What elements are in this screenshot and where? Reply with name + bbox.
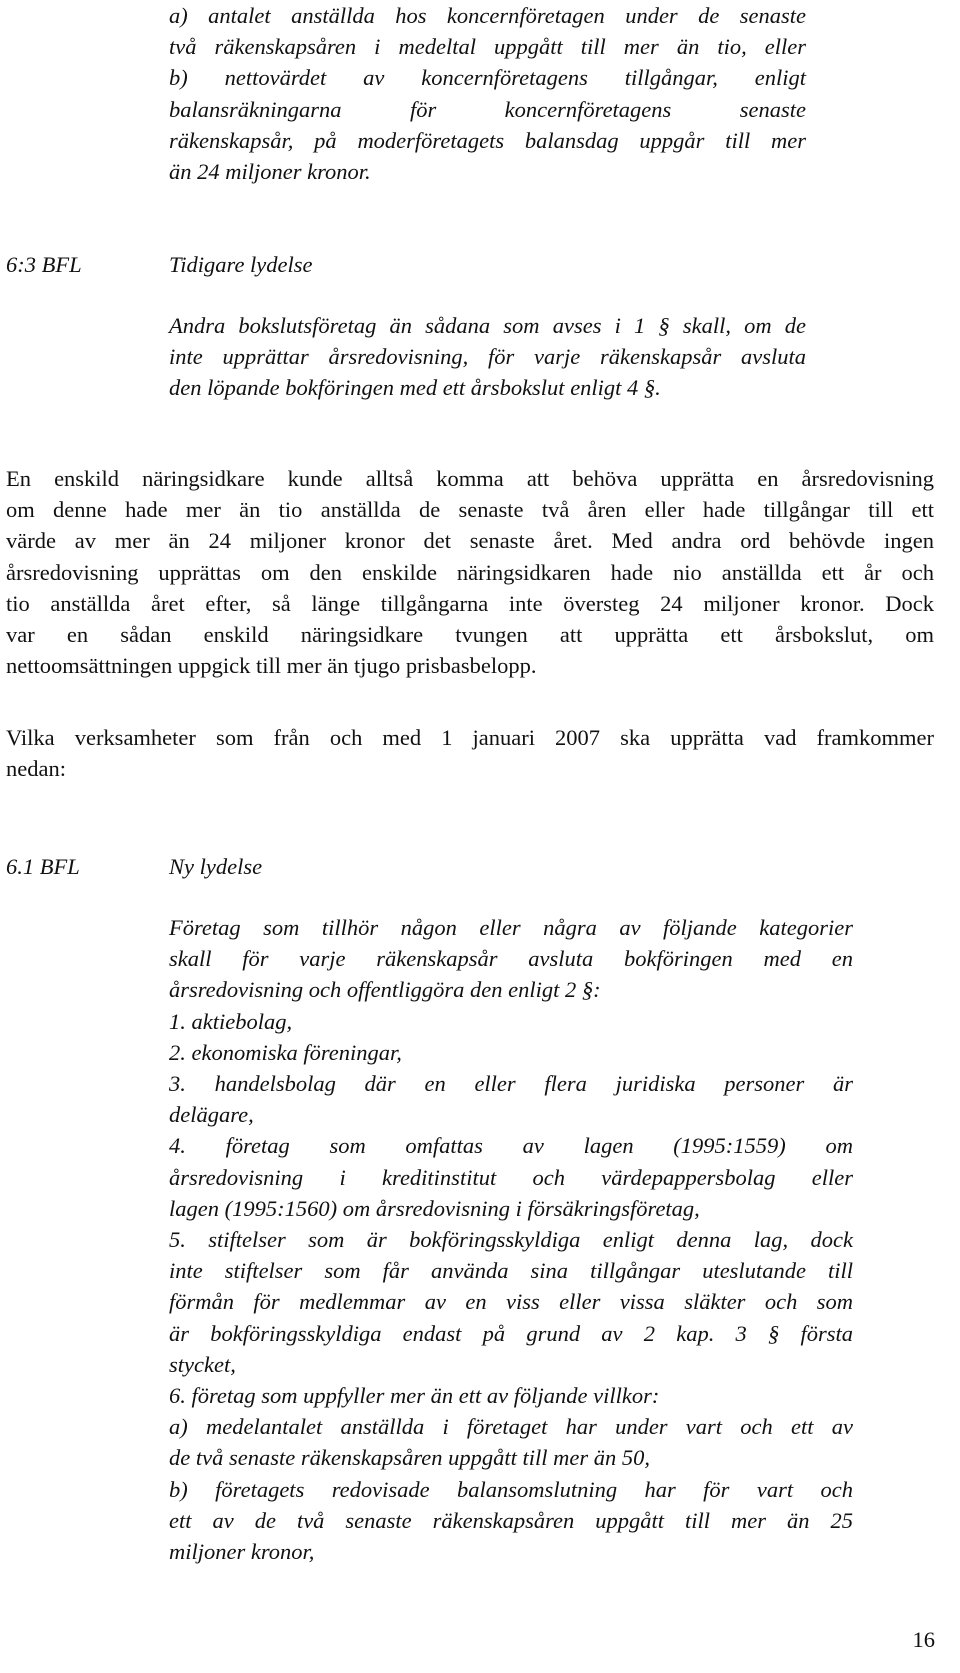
- quote-line: b) nettovärdet av koncernföretagens tillgångar, enligt: [169, 65, 806, 91]
- paragraph-line: nedan:: [6, 756, 66, 782]
- old-wording-quote: [169, 310, 806, 404]
- quote-line: Företag som tillhör någon eller några av följande kategorier: [169, 915, 853, 940]
- paragraph-line: om denne hade mer än tio anställda de senaste två åren eller hade tillgångar till ett: [6, 497, 934, 523]
- intro-quote: [169, 0, 806, 187]
- list-item: förmån för medlemmar av en viss eller vissa släkter och som: [169, 1289, 853, 1315]
- list-item: stycket,: [169, 1351, 236, 1377]
- quote-line: två räkenskapsåren i medeltal uppgått till mer än tio, eller: [169, 34, 806, 60]
- new-wording-quote: [169, 912, 853, 1567]
- quote-line: den löpande bokföringen med ett årsbokslut enligt 4 §.: [169, 375, 661, 401]
- list-item: lagen (1995:1560) om årsredovisning i försäkringsföretag,: [169, 1195, 700, 1221]
- list-item: miljoner kronor,: [169, 1539, 315, 1565]
- quote-line: a) antalet anställda hos koncernföretagen under de senaste: [169, 3, 806, 28]
- quote-line: än 24 miljoner kronor.: [169, 159, 371, 185]
- list-item: 5. stiftelser som är bokföringsskyldiga enligt denna lag, dock: [169, 1227, 853, 1253]
- list-item: inte stiftelser som får använda sina tillgångar uteslutande till: [169, 1258, 853, 1284]
- list-item: 4. företag som omfattas av lagen (1995:1559) om: [169, 1133, 853, 1159]
- page-number: 16: [912, 1627, 935, 1652]
- quote-line: balansräkningarna för koncernföretagens senaste: [169, 96, 806, 122]
- quote-line: Andra bokslutsföretag än sådana som avses i 1 § skall, om de: [169, 313, 806, 338]
- list-item: delägare,: [169, 1102, 254, 1128]
- body-paragraph: [6, 463, 934, 681]
- list-item: b) företagets redovisade balansomslutning har för vart och: [169, 1476, 853, 1502]
- list-item: ett av de två senaste räkenskapsåren uppgått till mer än 25: [169, 1507, 853, 1533]
- paragraph-line: nettoomsättningen uppgick till mer än tjugo prisbasbelopp.: [6, 653, 537, 679]
- list-item: är bokföringsskyldiga endast på grund av 2 kap. 3 § första: [169, 1320, 853, 1346]
- list-item: 2. ekonomiska föreningar,: [169, 1039, 402, 1065]
- quote-line: årsredovisning och offentliggöra den enligt 2 §:: [169, 977, 601, 1003]
- question-paragraph: [6, 722, 934, 784]
- paragraph-line: En enskild näringsidkare kunde alltså komma att behöva upprätta en årsredovisning: [6, 466, 934, 491]
- list-item: 3. handelsbolag där en eller flera juridiska personer är: [169, 1071, 853, 1097]
- quote-line: räkenskapsår, på moderföretagets balansdag uppgår till mer: [169, 127, 806, 153]
- section-label-old: 6:3 BFL: [6, 252, 82, 277]
- section-label-new: 6.1 BFL: [6, 854, 80, 879]
- quote-line: inte upprättar årsredovisning, för varje räkenskapsår avsluta: [169, 344, 806, 370]
- list-item: 6. företag som uppfyller mer än ett av följande villkor:: [169, 1383, 660, 1409]
- list-item: de två senaste räkenskapsåren uppgått till mer än 50,: [169, 1445, 650, 1471]
- paragraph-line: årsredovisning upprättas om den enskilde näringsidkaren hade nio anställda ett år och: [6, 559, 934, 585]
- quote-line: skall för varje räkenskapsår avsluta bokföringen med en: [169, 946, 853, 972]
- section-heading-new: Ny lydelse: [169, 854, 263, 879]
- paragraph-line: tio anställda året efter, så länge tillgångarna inte översteg 24 miljoner kronor. Dock: [6, 590, 934, 616]
- paragraph-line: värde av mer än 24 miljoner kronor det senaste året. Med andra ord behövde ingen: [6, 528, 934, 554]
- list-item: a) medelantalet anställda i företaget har under vart och ett av: [169, 1414, 853, 1440]
- paragraph-line: var en sådan enskild näringsidkare tvungen att upprätta ett årsbokslut, om: [6, 622, 934, 648]
- list-item: årsredovisning i kreditinstitut och värdepappersbolag eller: [169, 1164, 853, 1190]
- section-heading-old: Tidigare lydelse: [169, 252, 313, 277]
- paragraph-line: Vilka verksamheter som från och med 1 januari 2007 ska upprätta vad framkommer: [6, 725, 934, 750]
- list-item: 1. aktiebolag,: [169, 1008, 293, 1034]
